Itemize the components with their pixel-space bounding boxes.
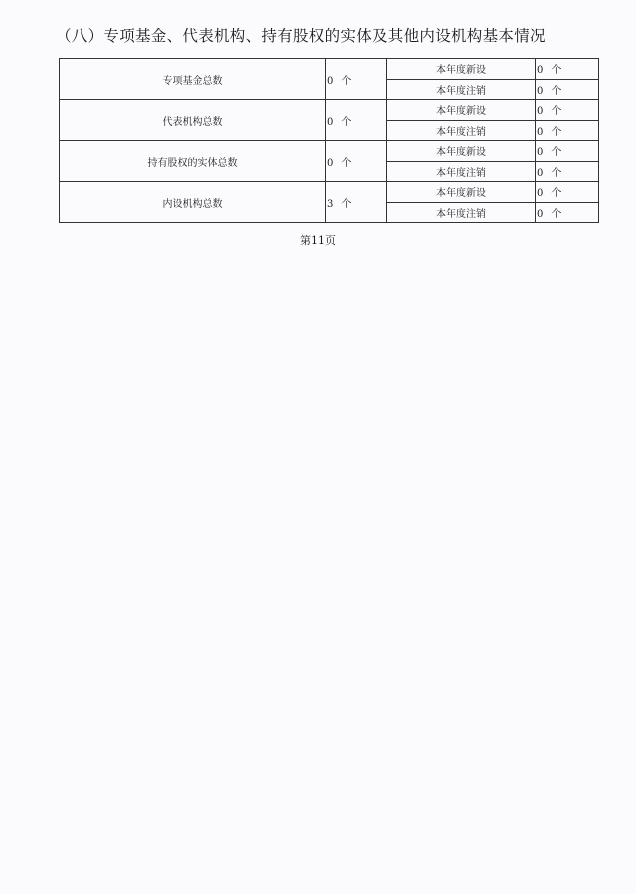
count-value: 0 xyxy=(537,188,544,200)
cancel-count xyxy=(536,202,599,223)
new-count xyxy=(536,141,599,162)
count-unit: 个 xyxy=(551,106,562,118)
table-row xyxy=(60,141,599,162)
count-unit: 个 xyxy=(551,208,562,220)
count-unit: 个 xyxy=(551,126,562,138)
row-name: 内设机构总数 xyxy=(60,182,326,223)
new-count xyxy=(536,182,599,203)
new-label: 本年度新设 xyxy=(387,182,536,203)
count-unit: 个 xyxy=(341,198,352,210)
count-unit: 个 xyxy=(551,65,562,77)
new-count xyxy=(536,59,599,80)
institutions-table xyxy=(59,58,599,223)
row-name: 持有股权的实体总数 xyxy=(60,141,326,182)
count-value: 3 xyxy=(327,198,334,210)
new-label: 本年度新设 xyxy=(387,100,536,121)
count-value: 0 xyxy=(537,126,544,138)
cancel-label: 本年度注销 xyxy=(387,161,536,182)
section-heading: （八）专项基金、代表机构、持有股权的实体及其他内设机构基本情况 xyxy=(56,27,546,45)
row-count xyxy=(326,100,387,141)
count-value: 0 xyxy=(537,147,544,159)
cancel-label: 本年度注销 xyxy=(387,120,536,141)
count-value: 0 xyxy=(537,65,544,77)
count-unit: 个 xyxy=(341,75,352,87)
row-name: 代表机构总数 xyxy=(60,100,326,141)
row-count xyxy=(326,59,387,100)
count-value: 0 xyxy=(327,157,334,169)
new-count xyxy=(536,100,599,121)
count-value: 0 xyxy=(537,167,544,179)
count-value: 0 xyxy=(537,208,544,220)
row-name: 专项基金总数 xyxy=(60,59,326,100)
cancel-count xyxy=(536,120,599,141)
count-value: 0 xyxy=(537,106,544,118)
count-unit: 个 xyxy=(551,147,562,159)
new-label: 本年度新设 xyxy=(387,59,536,80)
table-row xyxy=(60,100,599,121)
count-value: 0 xyxy=(537,85,544,97)
page-number: 第11页 xyxy=(300,234,336,247)
row-count xyxy=(326,182,387,223)
cancel-count xyxy=(536,161,599,182)
cancel-label: 本年度注销 xyxy=(387,79,536,100)
count-unit: 个 xyxy=(551,188,562,200)
count-unit: 个 xyxy=(551,85,562,97)
count-value: 0 xyxy=(327,116,334,128)
cancel-count xyxy=(536,79,599,100)
count-unit: 个 xyxy=(551,167,562,179)
count-unit: 个 xyxy=(341,116,352,128)
table-row xyxy=(60,59,599,80)
count-unit: 个 xyxy=(341,157,352,169)
table-row xyxy=(60,182,599,203)
new-label: 本年度新设 xyxy=(387,141,536,162)
count-value: 0 xyxy=(327,75,334,87)
cancel-label: 本年度注销 xyxy=(387,202,536,223)
row-count xyxy=(326,141,387,182)
